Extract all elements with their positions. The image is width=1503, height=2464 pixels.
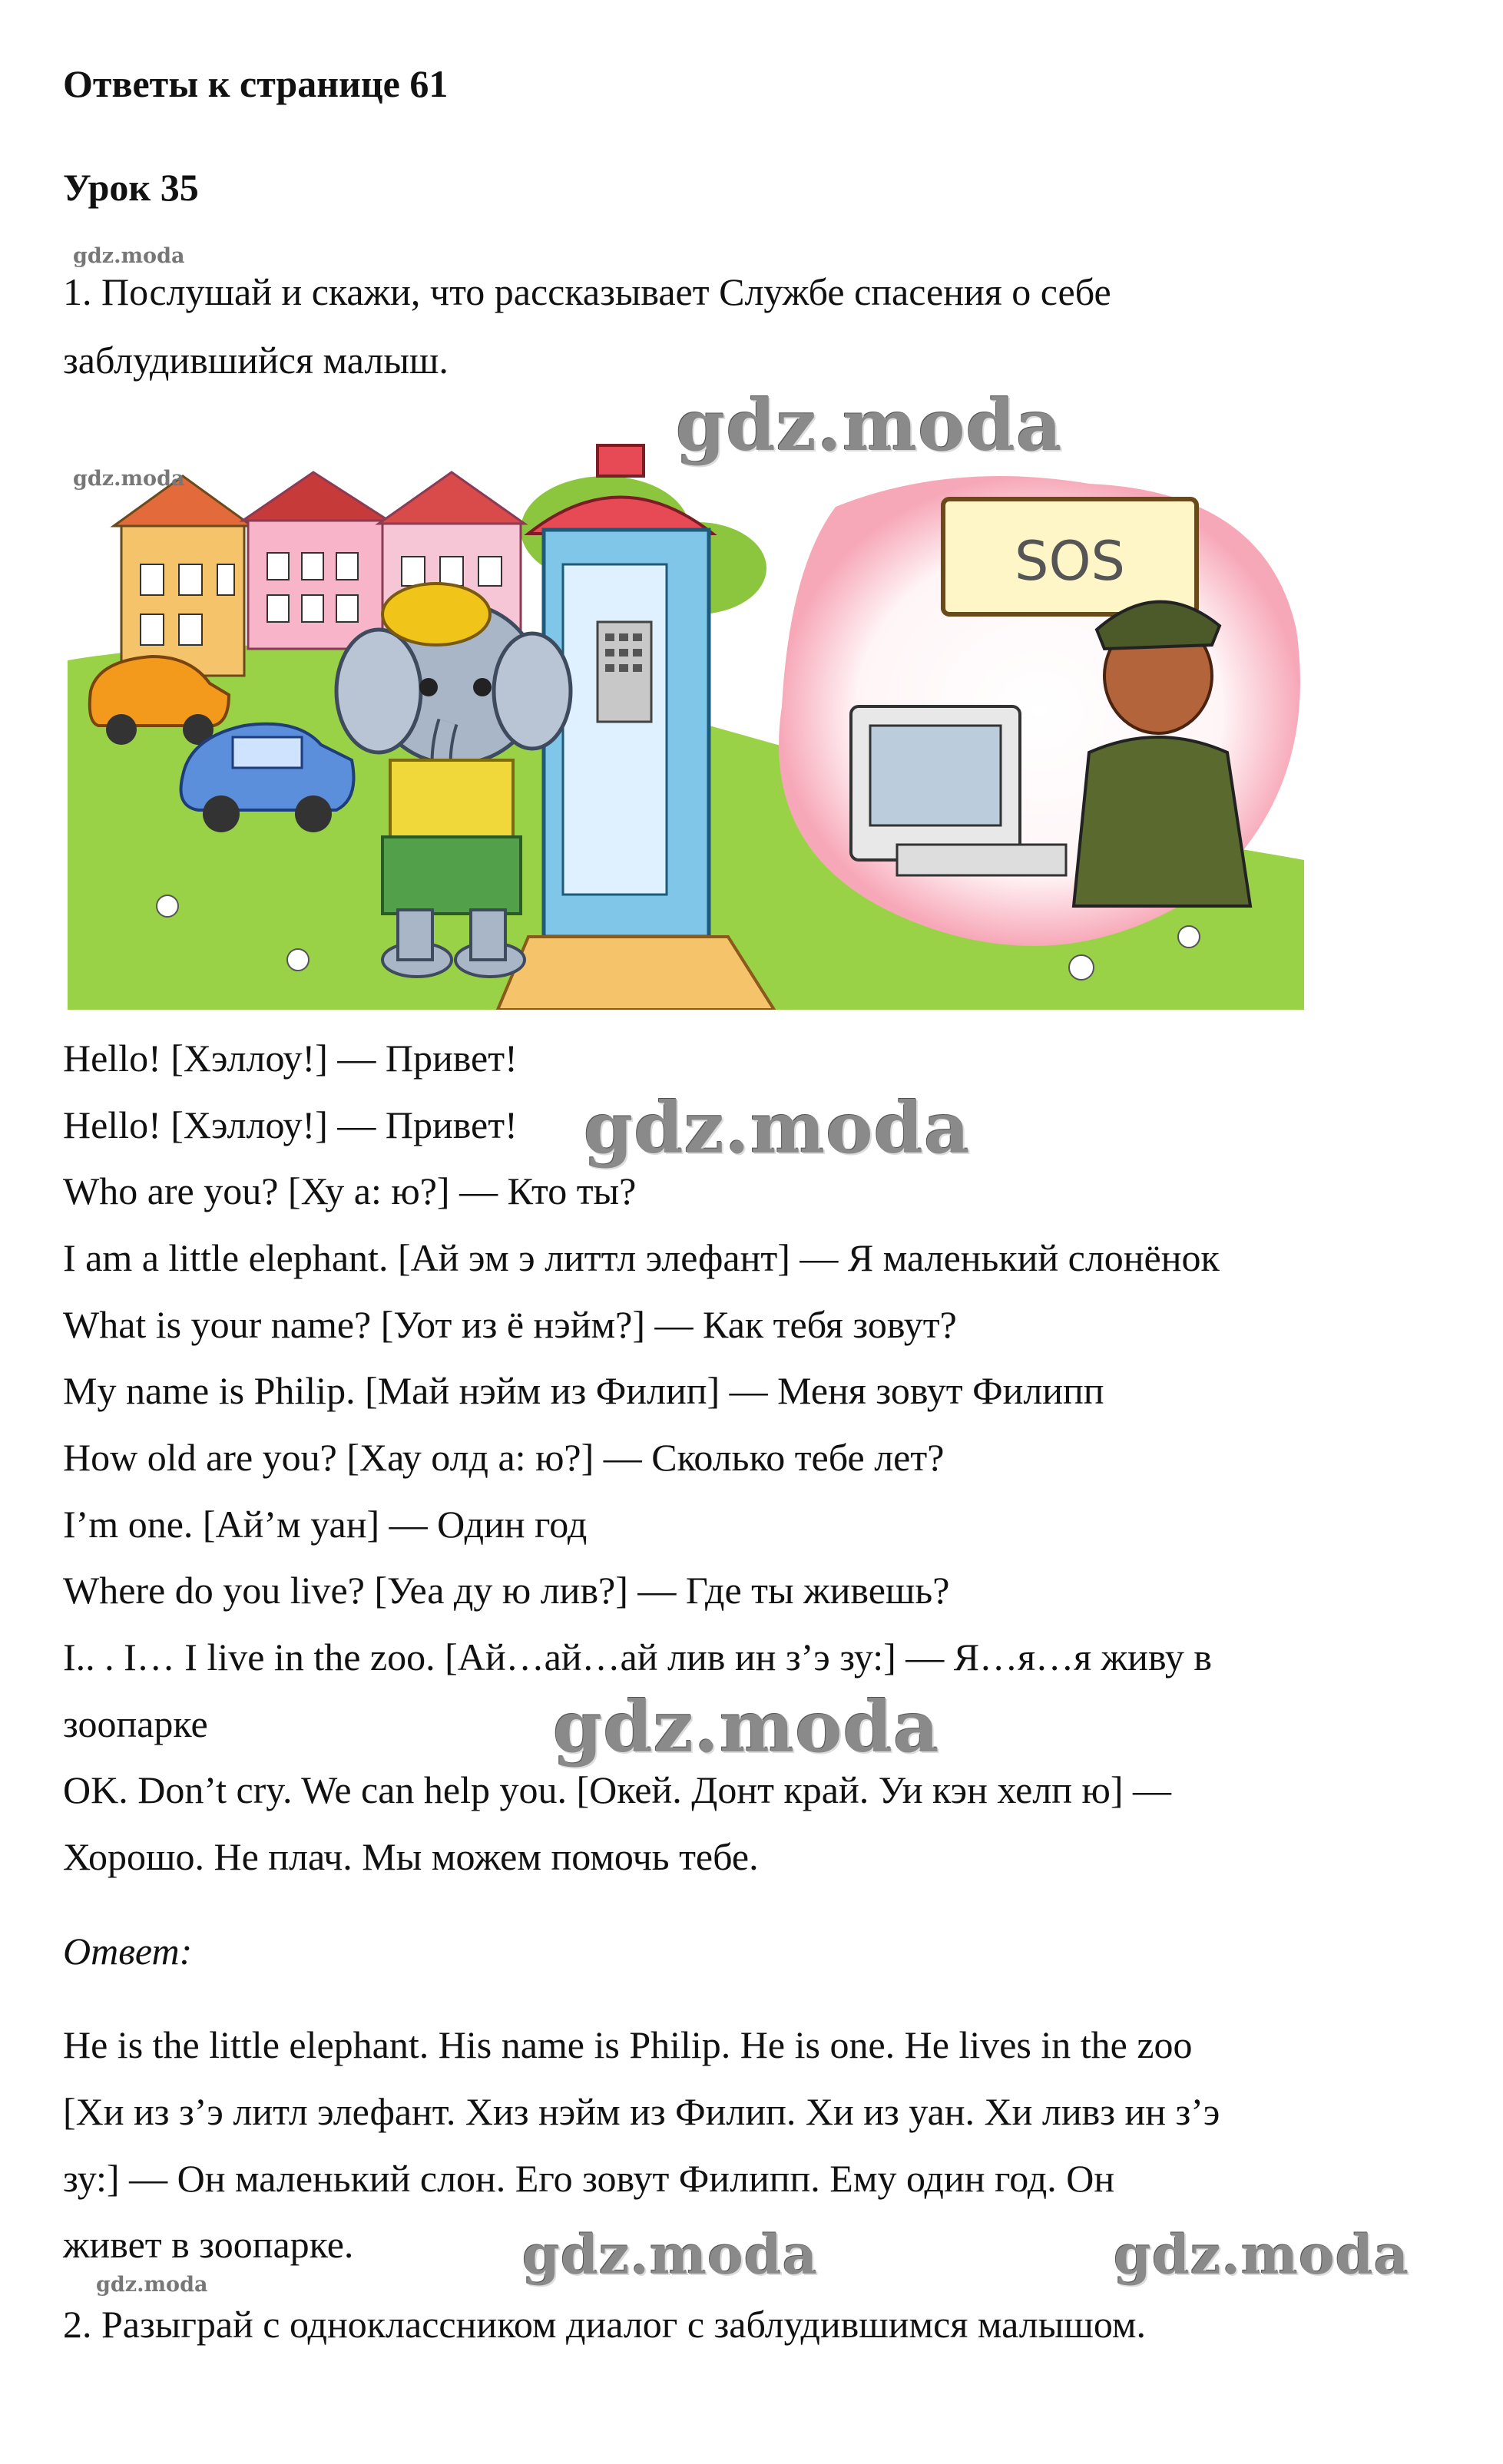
task2-line1: 2. Разыграй с одноклассником диалог с заблудившимся малышом. (63, 2303, 1147, 2346)
dialogue-line: What is your name? [Уот из ё нэйм?] — Как тебя зовут? (63, 1303, 957, 1346)
answer-line: He is the little elephant. His name is Philip. He is one. He lives in the zoo (63, 2023, 1193, 2066)
watermark-small: gdz.moda (96, 2273, 208, 2297)
dialogue-line: Hello! [Хэллоу!] — Привет! (63, 1037, 518, 1080)
dialogue-line: I’m one. [Ай’м уан] — Один год (63, 1503, 588, 1546)
answer-label: Ответ: (63, 1930, 193, 1973)
rescue-service-scene (779, 476, 1300, 946)
task1-line1: 1. Послушай и скажи, что рассказывает Службе спасения о себе (63, 270, 1111, 313)
dialogue-line: How old are you? [Хау олд а: ю?] — Сколько тебе лет? (63, 1436, 945, 1479)
answer-line: [Хи из з’э литл элефант. Хиз нэйм из Филип. Хи из уан. Хи ливз ин з’э (63, 2090, 1220, 2133)
lost-elephant-illustration (68, 430, 1304, 1010)
lesson-title: Урок 35 (63, 166, 199, 209)
watermark-large: gdz.moda (676, 384, 1063, 467)
page-title: Ответы к странице 61 (63, 62, 449, 105)
sos-sign-text: SOS (1015, 530, 1125, 593)
dialogue-line: Хорошо. Не плач. Мы можем помочь тебе. (63, 1835, 759, 1878)
dialogue-line: I.. . I… I live in the zoo. [Ай…ай…ай лив ин з’э зу:] — Я…я…я живу в (63, 1636, 1212, 1678)
dialogue-line: OK. Don’t cry. We can help you. [Окей. Донт край. Уи кэн хелп ю] — (63, 1768, 1171, 1811)
dialogue-line: Where do you live? [Уеа ду ю лив?] — Где ты живешь? (63, 1569, 950, 1612)
answer-line: зу:] — Он маленький слон. Его зовут Филипп. Ему один год. Он (63, 2157, 1115, 2200)
dialogue-line: Who are you? [Ху а: ю?] — Кто ты? (63, 1169, 637, 1212)
watermark-small: gdz.moda (73, 244, 185, 268)
dialogue-line: зоопарке (63, 1702, 208, 1745)
dialogue-line: I am a little elephant. [Ай эм э литтл элефант] — Я маленький слонёнок (63, 1236, 1220, 1279)
watermark-large: gdz.moda (584, 1086, 971, 1169)
answer-line: живет в зоопарке. (63, 2223, 354, 2266)
watermark-large: gdz.moda (553, 1685, 940, 1768)
watermark-small: gdz.moda (73, 467, 185, 491)
watermark-large: gdz.moda (522, 2223, 819, 2287)
task1-line2: заблудившийся малыш. (63, 339, 449, 382)
dialogue-line: My name is Philip. [Май нэйм из Филип] — Меня зовут Филипп (63, 1369, 1104, 1412)
dialogue-line: Hello! [Хэллоу!] — Привет! (63, 1103, 518, 1146)
watermark-large: gdz.moda (1114, 2223, 1410, 2287)
